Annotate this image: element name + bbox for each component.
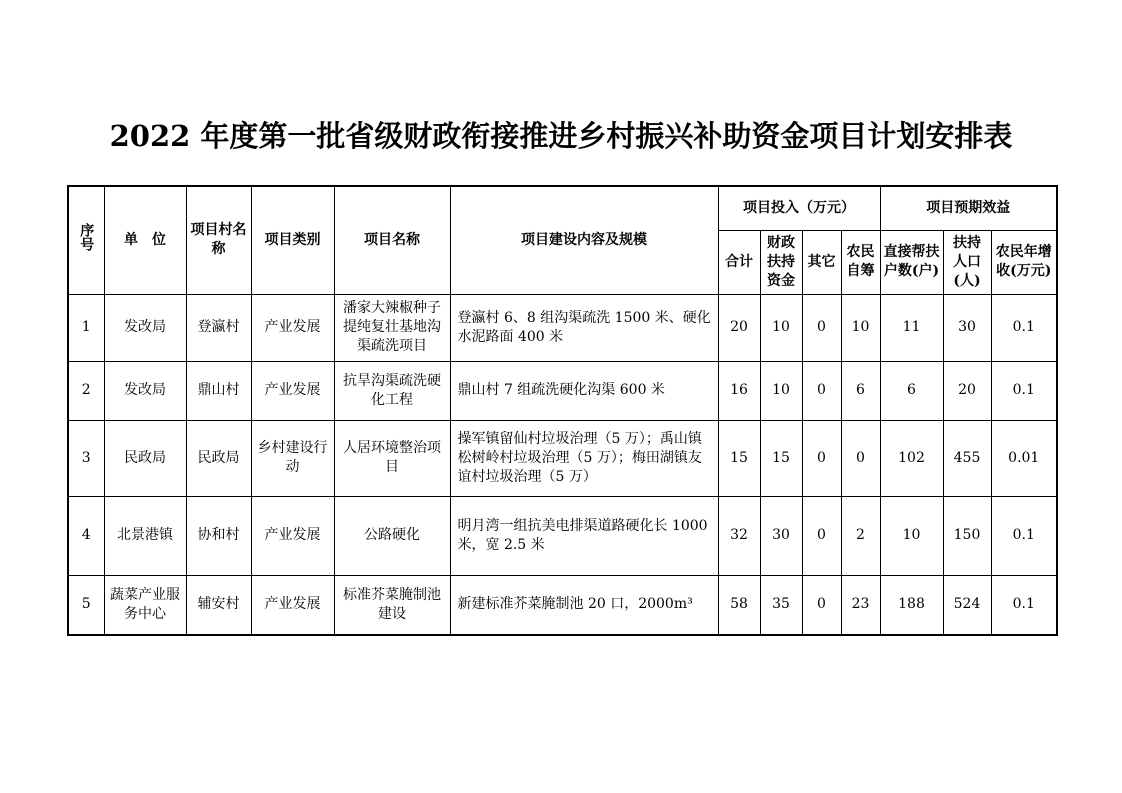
cell-category: 产业发展 (251, 294, 334, 361)
cell-population: 150 (943, 496, 991, 575)
cell-total: 16 (718, 361, 760, 420)
header-fiscal: 财政扶持资金 (760, 230, 802, 294)
project-plan-table (67, 185, 1058, 636)
cell-households: 11 (880, 294, 943, 361)
cell-project-name: 潘家大辣椒种子提纯复壮基地沟渠疏洗项目 (334, 294, 450, 361)
cell-content: 新建标准芥菜腌制池 20 口，2000m³ (450, 575, 718, 635)
cell-content: 登瀛村 6、8 组沟渠疏洗 1500 米、硬化水泥路面 400 米 (450, 294, 718, 361)
cell-village: 辅安村 (186, 575, 251, 635)
cell-other: 0 (802, 361, 841, 420)
cell-unit: 民政局 (104, 420, 186, 496)
cell-category: 乡村建设行动 (251, 420, 334, 496)
cell-fiscal: 35 (760, 575, 802, 635)
cell-other: 0 (802, 294, 841, 361)
table-row (68, 420, 1057, 496)
cell-households: 6 (880, 361, 943, 420)
cell-unit: 蔬菜产业服务中心 (104, 575, 186, 635)
cell-farmer: 10 (841, 294, 880, 361)
cell-income: 0.01 (991, 420, 1057, 496)
header-households: 直接帮扶户数(户) (880, 230, 943, 294)
cell-project-name: 抗旱沟渠疏洗硬化工程 (334, 361, 450, 420)
cell-population: 20 (943, 361, 991, 420)
header-total: 合计 (718, 230, 760, 294)
cell-other: 0 (802, 496, 841, 575)
cell-total: 20 (718, 294, 760, 361)
cell-income: 0.1 (991, 575, 1057, 635)
cell-category: 产业发展 (251, 496, 334, 575)
cell-income: 0.1 (991, 294, 1057, 361)
header-unit: 单 位 (104, 186, 186, 294)
cell-population: 455 (943, 420, 991, 496)
header-population: 扶持人口(人) (943, 230, 991, 294)
header-row-1 (68, 186, 1057, 230)
header-content: 项目建设内容及规模 (450, 186, 718, 294)
cell-unit: 发改局 (104, 294, 186, 361)
cell-village: 协和村 (186, 496, 251, 575)
cell-village: 民政局 (186, 420, 251, 496)
cell-farmer: 23 (841, 575, 880, 635)
cell-unit: 发改局 (104, 361, 186, 420)
table-row (68, 575, 1057, 635)
header-seq: 序号 (68, 186, 104, 294)
header-income: 农民年增收(万元) (991, 230, 1057, 294)
cell-project-name: 人居环境整治项目 (334, 420, 450, 496)
cell-category: 产业发展 (251, 361, 334, 420)
cell-households: 10 (880, 496, 943, 575)
cell-farmer: 6 (841, 361, 880, 420)
cell-content: 鼎山村 7 组疏洗硬化沟渠 600 米 (450, 361, 718, 420)
table-row (68, 496, 1057, 575)
cell-fiscal: 10 (760, 294, 802, 361)
header-other: 其它 (802, 230, 841, 294)
header-village: 项目村名称 (186, 186, 251, 294)
cell-village: 鼎山村 (186, 361, 251, 420)
cell-fiscal: 30 (760, 496, 802, 575)
header-investment: 项目投入（万元） (718, 186, 880, 230)
cell-total: 15 (718, 420, 760, 496)
cell-total: 58 (718, 575, 760, 635)
cell-seq: 2 (68, 361, 104, 420)
cell-households: 188 (880, 575, 943, 635)
cell-income: 0.1 (991, 496, 1057, 575)
cell-seq: 1 (68, 294, 104, 361)
table-row (68, 294, 1057, 361)
cell-fiscal: 15 (760, 420, 802, 496)
cell-project-name: 公路硬化 (334, 496, 450, 575)
cell-category: 产业发展 (251, 575, 334, 635)
header-category: 项目类别 (251, 186, 334, 294)
header-farmer: 农民自筹 (841, 230, 880, 294)
cell-unit: 北景港镇 (104, 496, 186, 575)
cell-seq: 3 (68, 420, 104, 496)
cell-other: 0 (802, 420, 841, 496)
cell-seq: 5 (68, 575, 104, 635)
cell-other: 0 (802, 575, 841, 635)
cell-income: 0.1 (991, 361, 1057, 420)
document-title: 2022 年度第一批省级财政衔接推进乡村振兴补助资金项目计划安排表 (109, 119, 1013, 153)
header-benefit: 项目预期效益 (880, 186, 1057, 230)
cell-village: 登瀛村 (186, 294, 251, 361)
cell-households: 102 (880, 420, 943, 496)
cell-seq: 4 (68, 496, 104, 575)
cell-fiscal: 10 (760, 361, 802, 420)
cell-population: 30 (943, 294, 991, 361)
header-project-name: 项目名称 (334, 186, 450, 294)
cell-content: 操军镇留仙村垃圾治理（5 万）；禹山镇松树岭村垃圾治理（5 万）；梅田湖镇友谊村垃圾治理（5 万） (450, 420, 718, 496)
cell-farmer: 0 (841, 420, 880, 496)
cell-total: 32 (718, 496, 760, 575)
cell-project-name: 标准芥菜腌制池建设 (334, 575, 450, 635)
table-row (68, 361, 1057, 420)
cell-population: 524 (943, 575, 991, 635)
cell-farmer: 2 (841, 496, 880, 575)
cell-content: 明月湾一组抗美电排渠道路硬化长 1000 米，宽 2.5 米 (450, 496, 718, 575)
